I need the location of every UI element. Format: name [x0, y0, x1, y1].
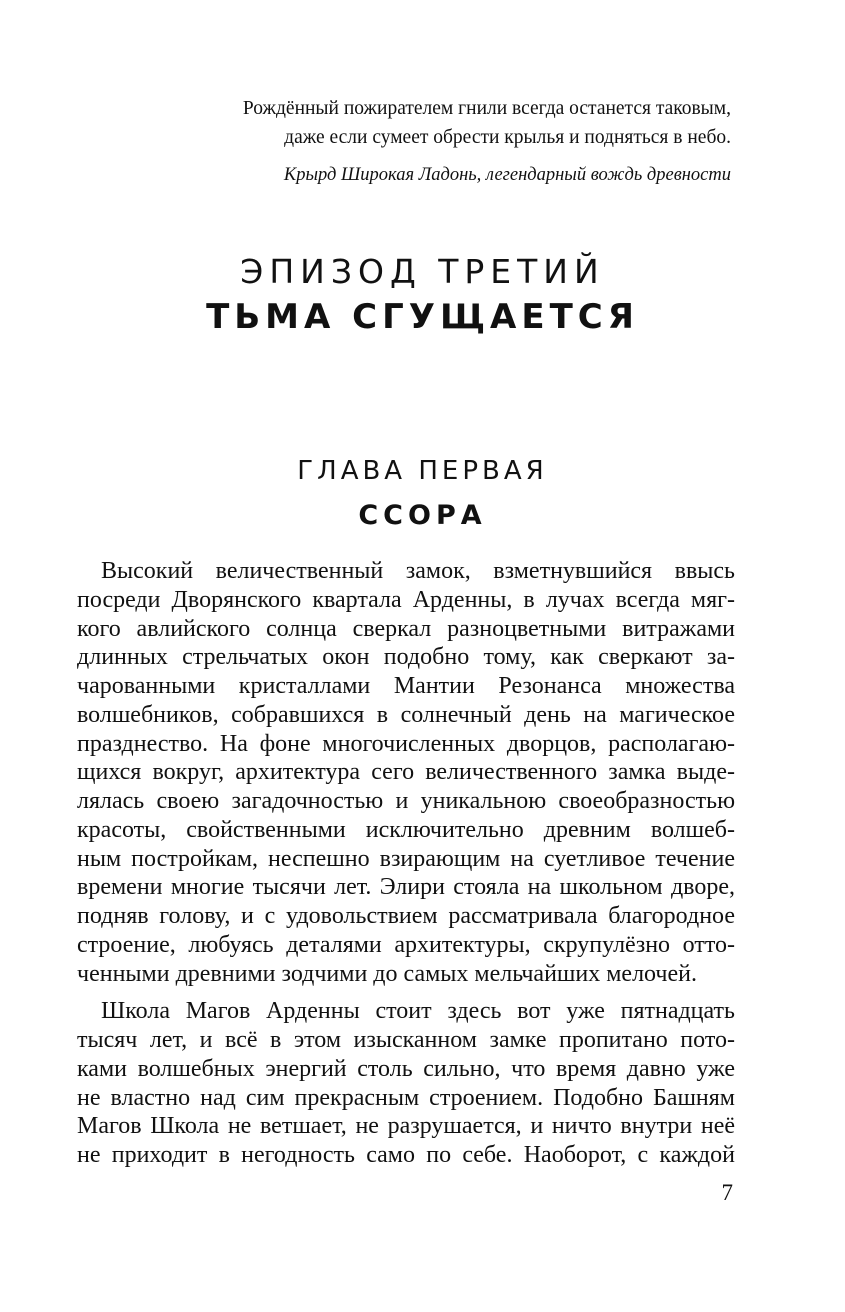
text-line: посреди Дворянского квартала Арденны, в лучах всегда мяг-: [77, 586, 735, 613]
text-line: строение, любуясь деталями архитектуры, скрупулёзно отто-: [77, 931, 735, 958]
text-line: красоты, свойственными исключительно древним волшеб-: [77, 816, 735, 843]
text-line: волшебников, собравшихся в солнечный день на магическое: [77, 701, 735, 728]
text-line: длинных стрельчатых окон подобно тому, как сверкают за-: [77, 644, 735, 671]
chapter-heading: [0, 451, 845, 537]
epigraph-line: Рождённый пожирателем гнили всегда останется таковым,: [242, 98, 731, 119]
page-number: 7: [721, 1180, 733, 1205]
text-line: времени многие тысячи лет. Элири стояла на школьном дворе,: [77, 874, 735, 901]
text-line: кого авлийского солнца сверкал разноцветными витражами: [77, 615, 735, 642]
text-line: тысяч лет, и всё в этом изысканном замке пропитано пото-: [77, 1027, 735, 1053]
episode-heading: [0, 250, 845, 340]
text-line: Магов Школа не ветшает, не разрушается, и ничто внутри неё: [77, 1113, 735, 1140]
text-line: Школа Магов Арденны стоит здесь вот уже пятнадцать: [101, 998, 735, 1025]
text-line: не приходит в негодность само по себе. Наоборот, с каждой: [77, 1142, 735, 1168]
chapter-title: ССОРА: [358, 500, 487, 531]
chapter-label: ГЛАВА ПЕРВАЯ: [297, 456, 548, 486]
text-line: ченными древними зодчими до самых мельчайших мелочей.: [77, 960, 697, 987]
text-line: празднество. На фоне многочисленных дворцов, располагаю-: [77, 730, 735, 757]
epigraph-author: Крырд Широкая Ладонь, легендарный вождь древности: [283, 165, 731, 185]
paragraph-2: [77, 997, 735, 1170]
episode-label: ЭПИЗОД ТРЕТИЙ: [240, 252, 605, 291]
text-line: щихся вокруг, архитектура сего величественного замка выде-: [77, 759, 735, 786]
paragraph-1: [77, 557, 735, 988]
episode-title: ТЬМА СГУЩАЕТСЯ: [206, 297, 639, 337]
text-line: Высокий величественный замок, взметнувшийся ввысь: [101, 558, 735, 584]
text-line: ками волшебных энергий столь сильно, что время давно уже: [77, 1055, 735, 1082]
body-text: [77, 557, 735, 1179]
text-line: чарованными кристаллами Мантии Резонанса множества: [77, 673, 735, 699]
epigraph: [111, 94, 731, 190]
epigraph-line: даже если сумеет обрести крылья и подняться в небо.: [284, 127, 731, 148]
text-line: лялась своею загадочностью и уникальною своеобразностью: [77, 788, 735, 814]
text-line: подняв голову, и с удовольствием рассматривала благородное: [77, 903, 735, 929]
text-line: не властно над сим прекрасным строением. Подобно Башням: [77, 1084, 735, 1111]
text-line: ным постройкам, неспешно взирающим на суетливое течение: [77, 845, 735, 872]
